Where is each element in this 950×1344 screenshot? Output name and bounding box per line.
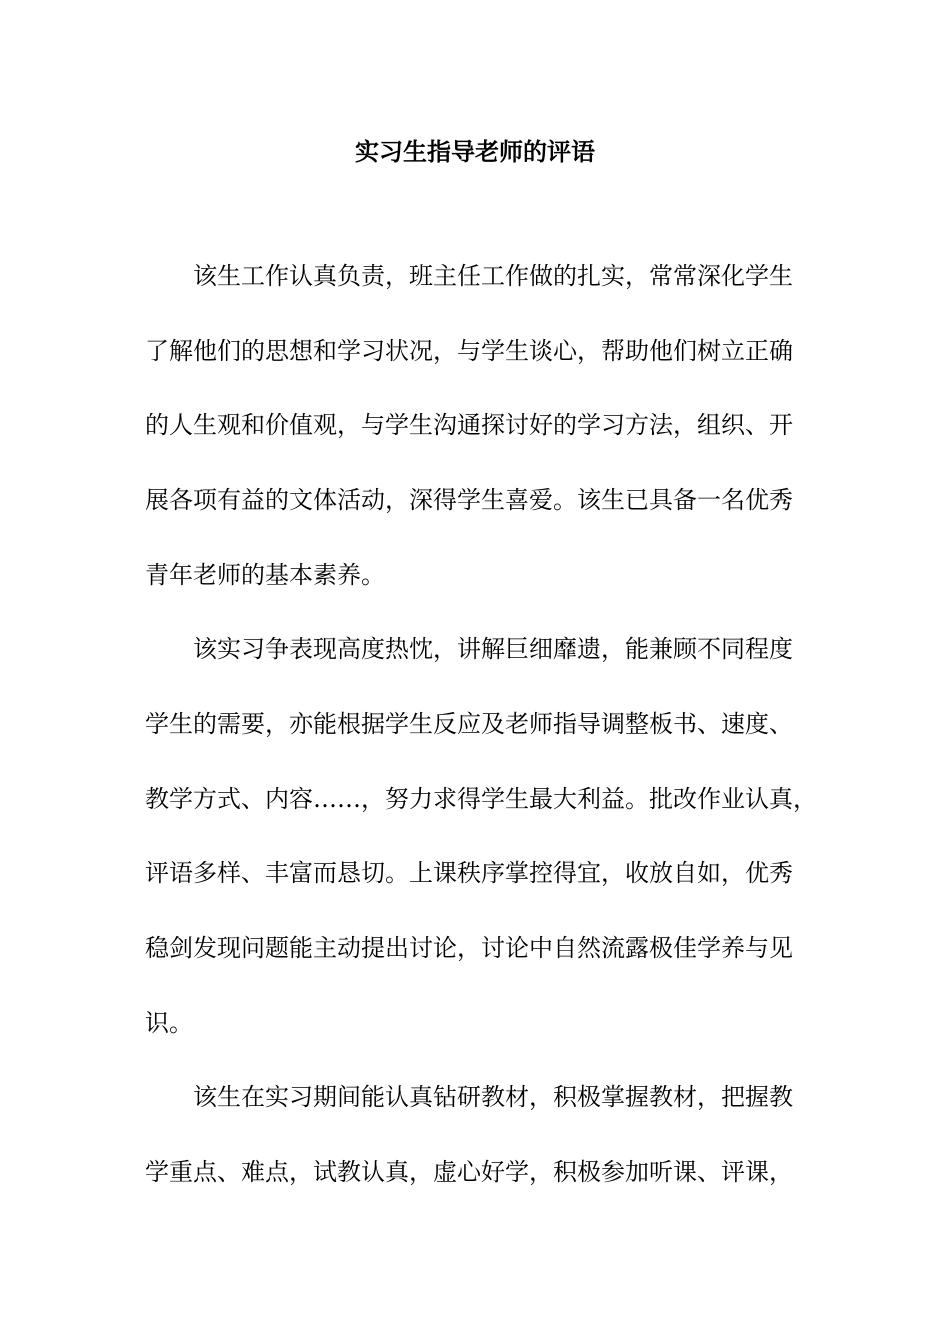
paragraph-1-line-4: 展各项有益的文体活动，深得学生喜爱。该生已具备一名优秀	[145, 486, 793, 514]
document-title: 实习生指导老师的评语	[355, 137, 595, 166]
paragraph-1-line-2: 了解他们的思想和学习状况，与学生谈心，帮助他们树立正确	[145, 337, 793, 365]
paragraph-2-line-1: 该实习争表现高度热忱，讲解巨细靡遗，能兼顾不同程度	[193, 635, 793, 663]
paragraph-1-line-3: 的人生观和价值观，与学生沟通探讨好的学习方法，组织、开	[145, 411, 793, 439]
paragraph-2-line-5: 稳剑发现问题能主动提出讨论，讨论中自然流露极佳学养与见	[145, 934, 793, 962]
paragraph-3-line-2: 学重点、难点，试教认真，虚心好学，积极参加听课、评课，	[145, 1158, 793, 1186]
paragraph-1-line-1: 该生工作认真负责，班主任工作做的扎实，常常深化学生	[193, 262, 793, 290]
paragraph-2-line-4: 评语多样、丰富而恳切。上课秩序掌控得宜，收放自如，优秀	[145, 859, 793, 887]
paragraph-1-line-5: 青年老师的基本素养。	[145, 561, 385, 589]
paragraph-2-line-6: 识。	[145, 1009, 193, 1037]
paragraph-3-line-1: 该生在实习期间能认真钻研教材，积极掌握教材，把握教	[193, 1083, 793, 1111]
paragraph-2-line-2: 学生的需要，亦能根据学生反应及老师指导调整板书、速度、	[145, 710, 793, 738]
paragraph-2-line-3: 教学方式、内容……，努力求得学生最大利益。批改作业认真，	[145, 785, 817, 813]
